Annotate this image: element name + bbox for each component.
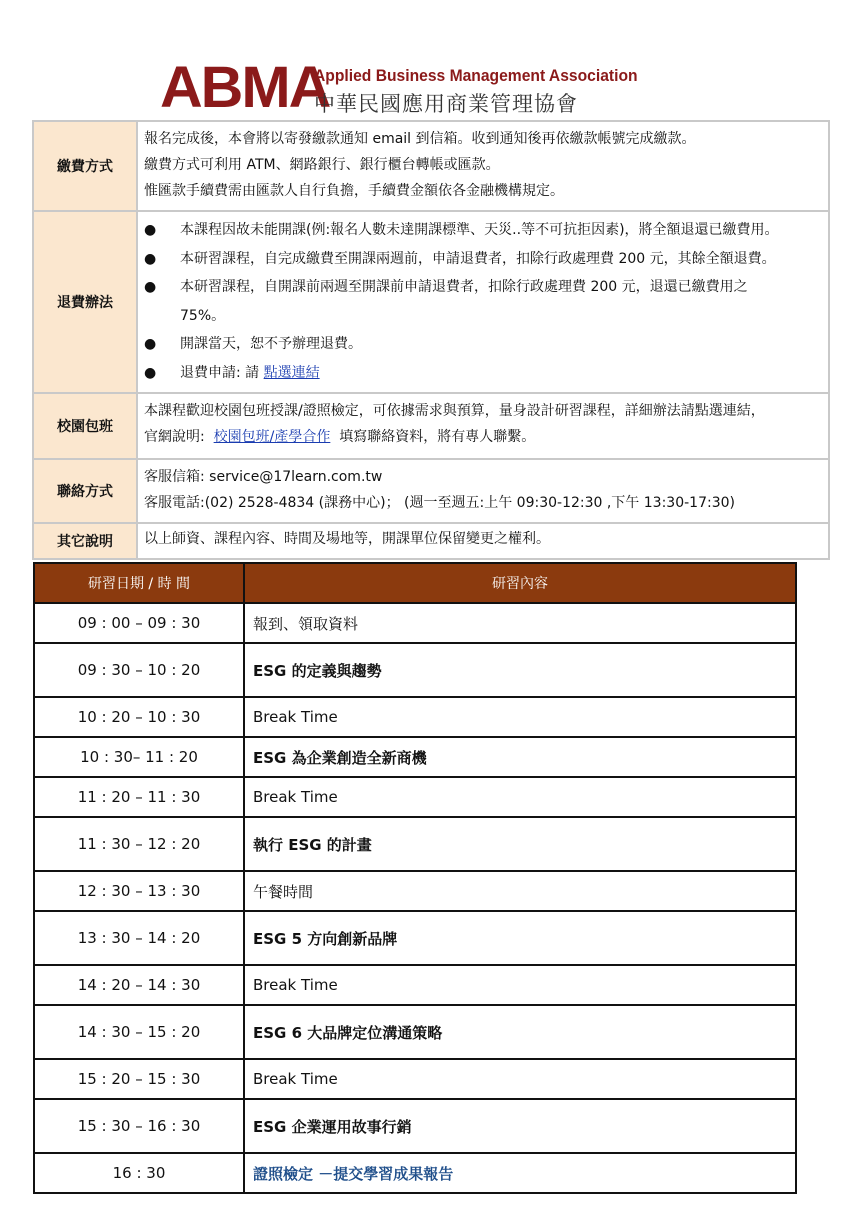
contact-label: 聯絡方式 (34, 460, 138, 522)
refund-label: 退費辦法 (34, 212, 138, 392)
campus-link[interactable]: 校園包班/產學合作 (213, 429, 331, 445)
refund-item: ● 本研習課程，自完成繳費至開課兩週前，申請退費者，扣除行政處理費 200 元，其餘全額退費。 (144, 245, 824, 274)
table-row: 15 : 30 – 16 : 30 ESG 企業運用故事行銷 (35, 1098, 795, 1152)
association-name-en: Applied Business Management Association (314, 66, 638, 85)
bullet-icon: ● (144, 279, 157, 295)
refund-row (32, 210, 830, 392)
other-row (32, 522, 830, 560)
campus-row (32, 392, 830, 458)
payment-row (32, 120, 830, 210)
table-row: 09 : 30 – 10 : 20 ESG 的定義與趨勢 (35, 642, 795, 696)
table-row: 14 : 30 – 15 : 20 ESG 6 大品牌定位溝通策略 (35, 1004, 795, 1058)
refund-item: ● 本課程因故未能開課(例:報名人數未達開課標準、天災..等不可抗拒因素)，將全額退還已繳費用。 (144, 216, 824, 245)
table-row: 14 : 20 – 14 : 30 Break Time (35, 964, 795, 1004)
refund-item-continuation: 75%。 (180, 307, 226, 324)
bullet-icon: ● (144, 364, 157, 381)
table-row: 13 : 30 – 14 : 20 ESG 5 方向創新品牌 (35, 910, 795, 964)
schedule-header (35, 564, 795, 602)
bullet-icon: ● (144, 222, 157, 238)
table-row: 09 : 00 – 09 : 30 報到、領取資料 (35, 602, 795, 642)
payment-label: 繳費方式 (34, 122, 138, 210)
payment-line: 繳費方式可利用 ATM、網路銀行、銀行櫃台轉帳或匯款。 (144, 157, 500, 173)
abma-logo: ABMA (160, 55, 330, 120)
contact-email: 客服信箱: service@17learn.com.tw (144, 469, 383, 485)
payment-line: 惟匯款手續費需由匯款人自行負擔，手續費金額依各金融機構規定。 (144, 183, 564, 199)
contact-row (32, 458, 830, 522)
refund-item: ● 本研習課程，自開課前兩週至開課前申請退費者，扣除行政處理費 200 元，退還已繳費用之 (144, 273, 824, 302)
table-row: 15 : 20 – 15 : 30 Break Time (35, 1058, 795, 1098)
refund-body (138, 212, 828, 392)
contact-phone: 客服電話:(02) 2528-4834 (課務中心)； (週一至週五:上午 09:30-12:30 ,下午 13:30-17:30) (144, 495, 735, 511)
campus-line: 本課程歡迎校園包班授課/證照檢定，可依據需求與預算，量身設計研習課程，詳細辦法請點選連結， (144, 403, 765, 419)
table-row: 10 : 30– 11 : 20 ESG 為企業創造全新商機 (35, 736, 795, 776)
payment-line: 報名完成後，本會將以寄發繳款通知 email 到信箱。收到通知後再依繳款帳號完成繳款。 (144, 131, 696, 147)
campus-label: 校園包班 (34, 394, 138, 458)
contact-body (138, 460, 828, 522)
table-row: 12 : 30 – 13 : 30 午餐時間 (35, 870, 795, 910)
other-label: 其它說明 (34, 524, 138, 558)
bullet-icon: ● (144, 336, 157, 352)
table-row: 16 : 30 證照檢定 －提交學習成果報告 (35, 1152, 795, 1192)
payment-body (138, 122, 828, 210)
bullet-icon: ● (144, 250, 157, 267)
header (160, 55, 680, 120)
schedule-table (33, 562, 797, 1194)
campus-line: 官網說明: 校園包班/產學合作 填寫聯絡資料，將有專人聯繫。 (144, 429, 536, 445)
refund-item: ● 退費申請: 請 點選連結 (144, 359, 824, 388)
header-time: 研習日期 / 時 間 (35, 564, 245, 602)
campus-body (138, 394, 828, 458)
refund-link[interactable]: 點選連結 (263, 364, 320, 381)
table-row: 10 : 20 – 10 : 30 Break Time (35, 696, 795, 736)
header-content: 研習內容 (492, 576, 548, 592)
refund-item: ● 開課當天，恕不予辦理退費。 (144, 330, 824, 359)
association-name-zh: 中華民國應用商業管理協會 (314, 92, 578, 116)
table-row: 11 : 20 – 11 : 30 Break Time (35, 776, 795, 816)
info-table (32, 120, 830, 560)
other-body: 以上師資、課程內容、時間及場地等，開課單位保留變更之權利。 (144, 531, 550, 547)
table-row: 11 : 30 – 12 : 20 執行 ESG 的計畫 (35, 816, 795, 870)
